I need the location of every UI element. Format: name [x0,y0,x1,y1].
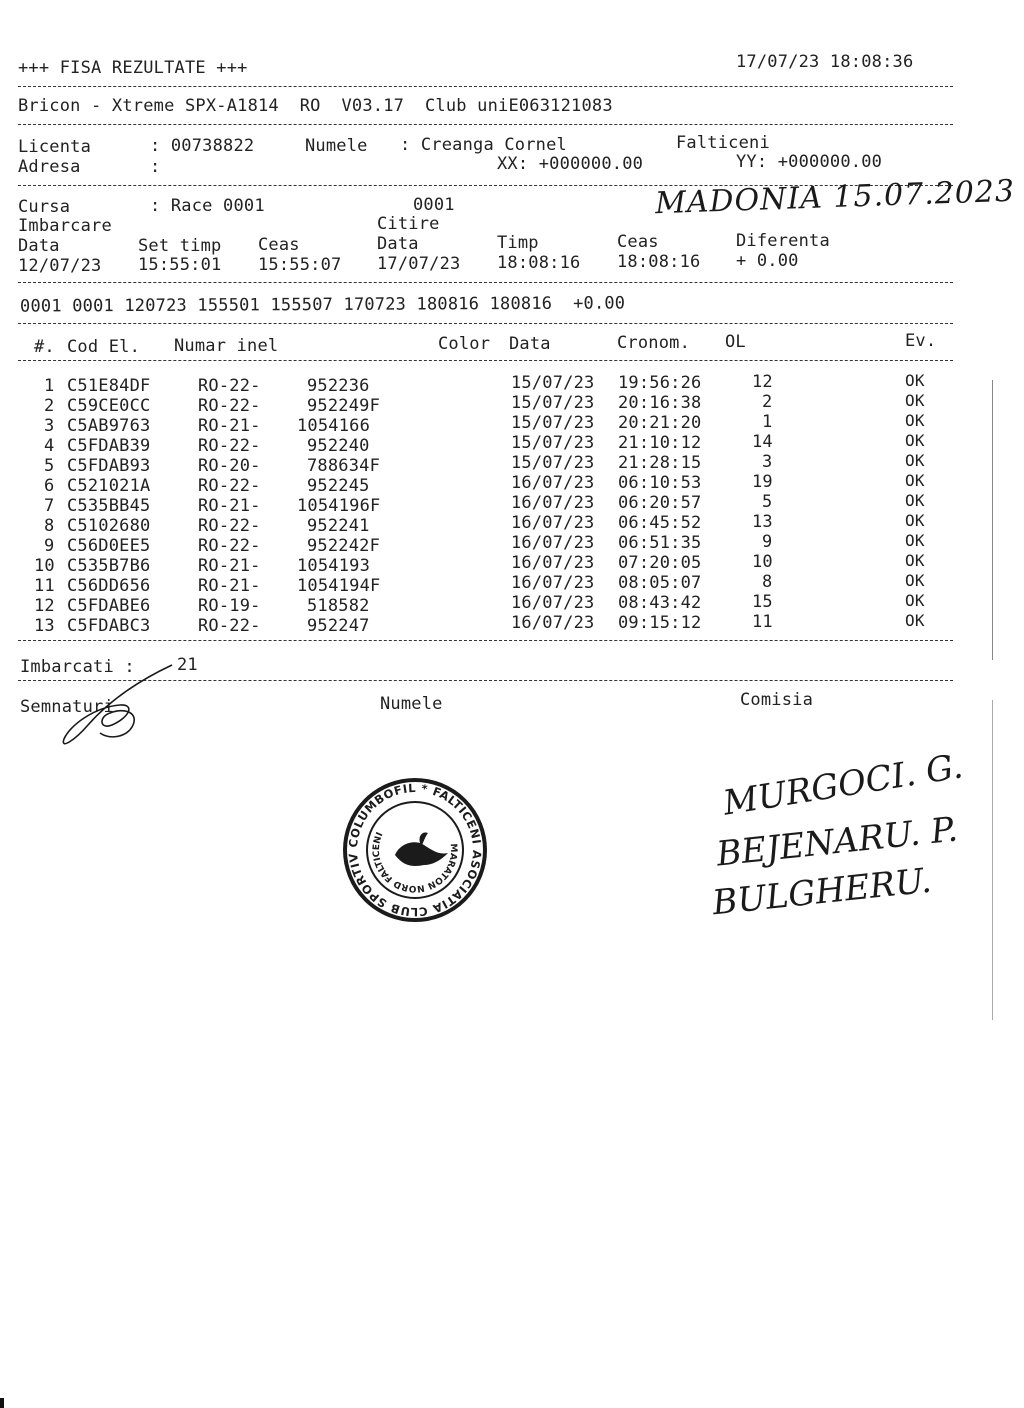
row-cod: C521021A [67,476,151,496]
row-ol: 5 [762,492,773,512]
row-num: 10 [34,556,55,576]
separator [18,86,953,87]
table-row [0,571,1000,596]
row-data: 16/07/23 [511,553,595,573]
row-ring: 952241 [307,516,370,536]
val-diferenta: + 0.00 [736,251,799,271]
row-ev: OK [905,511,925,530]
row-ring: 952245 [307,476,370,496]
row-cod: C56D0EE5 [67,536,151,556]
row-data: 15/07/23 [511,393,595,413]
row-num: 7 [44,496,55,516]
numele-label: Numele [305,136,368,156]
header-num: #. [34,337,55,357]
row-ol: 8 [762,572,773,592]
col-data-basket: Data [18,236,60,256]
table-row [0,511,1000,536]
row-ev: OK [905,611,925,630]
row-prefix: RO-22- [198,436,261,456]
row-time: 19:56:26 [618,373,702,393]
row-cod: C59CE0CC [67,396,151,416]
row-ev: OK [905,431,925,450]
col-timp: Timp [497,233,539,253]
cursa-value: : Race 0001 [150,196,265,216]
semnaturi-label: Semnaturi [20,697,114,717]
row-ring: 952242F [307,536,381,556]
row-time: 21:28:15 [618,453,702,473]
row-data: 16/07/23 [511,473,595,493]
row-time: 21:10:12 [618,433,702,453]
row-num: 6 [44,476,55,496]
row-ring: 1054166 [297,416,371,436]
row-prefix: RO-22- [198,396,261,416]
print-datetime: 17/07/23 18:08:36 [736,52,914,72]
row-cod: C535BB45 [67,496,151,516]
row-ol: 12 [752,372,773,392]
row-ring: 952249F [307,396,381,416]
row-time: 06:51:35 [618,533,702,553]
row-ev: OK [905,451,925,470]
document-title: +++ FISA REZULTATE +++ [18,58,248,78]
row-num: 8 [44,516,55,536]
row-cod: C5FDAB93 [67,456,151,476]
row-ring: 788634F [307,456,381,476]
coord-xx: XX: +000000.00 [497,154,644,174]
row-prefix: RO-22- [198,536,261,556]
summary-line: 0001 0001 120723 155501 155507 170723 180816 180816 +0.00 [19,293,626,317]
row-cod: C5FDAB39 [67,436,151,456]
table-row [0,531,1000,556]
col-ceas-read: Ceas [617,232,659,252]
row-prefix: RO-22- [198,616,261,636]
row-num: 4 [44,436,55,456]
imbarcati-value: 21 [177,655,198,675]
row-data: 16/07/23 [511,493,595,513]
signature-scribble [40,655,190,755]
separator [18,640,953,641]
row-prefix: RO-19- [198,596,261,616]
header-ol: OL [725,332,746,352]
coord-yy: YY: +000000.00 [736,152,883,172]
row-time: 06:10:53 [618,473,702,493]
header-ev: Ev. [905,331,937,351]
row-data: 16/07/23 [511,573,595,593]
row-ring: 1054196F [297,496,381,516]
row-cod: C51E84DF [67,376,151,396]
row-data: 15/07/23 [511,413,595,433]
separator [18,124,953,125]
imbarcati-label: Imbarcati : [20,657,135,677]
row-time: 07:20:05 [618,553,702,573]
row-time: 06:20:57 [618,493,702,513]
scan-edge-mark [0,1398,4,1408]
table-row [0,491,1000,516]
row-ol: 1 [762,412,773,432]
row-ol: 13 [752,512,773,532]
row-time: 08:05:07 [618,573,702,593]
row-ring: 952240 [307,436,370,456]
adresa-label: Adresa [18,157,81,177]
licenta-label: Licenta [18,137,92,157]
row-ev: OK [905,591,925,610]
row-ring: 952236 [307,376,370,396]
col-ceas-basket: Ceas [258,235,300,255]
imbarcare-label: Imbarcare [18,216,112,236]
header-color: Color [438,334,491,354]
row-prefix: RO-21- [198,496,261,516]
row-ev: OK [905,411,925,430]
row-ev: OK [905,551,925,570]
comisia-label: Comisia [740,690,814,710]
table-row [0,411,1000,436]
row-data: 16/07/23 [511,613,595,633]
row-ring: 518582 [307,596,370,616]
row-num: 5 [44,456,55,476]
row-data: 16/07/23 [511,593,595,613]
val-timp: 18:08:16 [497,253,581,273]
row-prefix: RO-21- [198,576,261,596]
row-ev: OK [905,471,925,490]
row-time: 08:43:42 [618,593,702,613]
separator [18,323,953,324]
handwritten-release-location: MADONIA 15.07.2023 [654,173,1016,222]
separator [18,282,953,283]
row-ol: 2 [762,392,773,412]
row-num: 11 [34,576,55,596]
race-code: 0001 [413,195,455,215]
val-ceas-read: 18:08:16 [617,252,701,272]
table-row [0,451,1000,476]
row-ol: 19 [752,472,773,492]
table-row [0,471,1000,496]
row-num: 2 [44,396,55,416]
row-ol: 9 [762,532,773,552]
row-ring: 1054194F [297,576,381,596]
row-num: 3 [44,416,55,436]
device-info: Bricon - Xtreme SPX-A1814 RO V03.17 Club uniE063121083 [18,96,613,116]
row-data: 16/07/23 [511,533,595,553]
row-data: 15/07/23 [511,453,595,473]
club-stamp [340,775,494,936]
row-cod: C5102680 [67,516,151,536]
row-ol: 3 [762,452,773,472]
row-time: 09:15:12 [618,613,702,633]
row-num: 1 [44,376,55,396]
table-row [0,431,1000,456]
row-ol: 15 [752,592,773,612]
row-ev: OK [905,491,925,510]
row-data: 15/07/23 [511,373,595,393]
header-cod: Cod El. [67,337,141,357]
row-cod: C5AB9763 [67,416,151,436]
row-prefix: RO-20- [198,456,261,476]
row-ev: OK [905,571,925,590]
adresa-value: : [150,157,161,177]
row-data: 15/07/23 [511,433,595,453]
val-data-read: 17/07/23 [377,254,461,274]
val-set-timp: 15:55:01 [138,255,222,275]
row-cod: C535B7B6 [67,556,151,576]
row-ev: OK [905,531,925,550]
scan-margin-line [992,700,993,1020]
cursa-label: Cursa [18,197,71,217]
row-num: 13 [34,616,55,636]
commission-signature-2: BEJENARU. P. [714,809,960,875]
row-time: 06:45:52 [618,513,702,533]
row-prefix: RO-21- [198,556,261,576]
row-prefix: RO-22- [198,376,261,396]
row-cod: C5FDABC3 [67,616,151,636]
row-num: 9 [44,536,55,556]
row-ev: OK [905,391,925,410]
numele-value: : Creanga Cornel [400,135,567,155]
val-ceas-basket: 15:55:07 [258,255,342,275]
city: Falticeni [676,133,770,153]
table-row [0,551,1000,576]
table-row [0,391,1000,416]
citire-label: Citire [377,214,440,234]
separator [18,360,953,361]
col-diferenta: Diferenta [736,231,830,251]
row-ev: OK [905,371,925,390]
row-time: 20:16:38 [618,393,702,413]
licenta-value: : 00738822 [150,136,255,156]
row-ol: 10 [752,552,773,572]
row-time: 20:21:20 [618,413,702,433]
row-ol: 14 [752,432,773,452]
row-prefix: RO-21- [198,416,261,436]
row-ol: 11 [752,612,773,632]
table-row [0,371,1000,396]
scan-margin-line [992,380,993,660]
pigeon-icon [395,832,448,866]
row-ring: 952247 [307,616,370,636]
row-ring: 1054193 [297,556,371,576]
stamp-outer-text: ASOCIATIA CLUB SPORTIV COLUMBOFIL * FALTICENI * [345,780,494,936]
table-row [0,591,1000,616]
header-cronom: Cronom. [617,333,691,353]
commission-signature-3: BULGHERU. [710,860,934,924]
header-inel: Numar inel [174,336,279,356]
row-num: 12 [34,596,55,616]
stamp-inner-text: MARATON NORD FALTICENI [371,831,459,894]
row-cod: C56DD656 [67,576,151,596]
commission-signature-1: MURGOCI. G. [720,746,966,824]
val-data-basket: 12/07/23 [18,256,102,276]
table-row [0,611,1000,636]
row-cod: C5FDABE6 [67,596,151,616]
row-data: 16/07/23 [511,513,595,533]
col-data-read: Data [377,234,419,254]
col-set-timp: Set timp [138,236,222,256]
header-data: Data [509,334,551,354]
row-prefix: RO-22- [198,476,261,496]
numele-footer-label: Numele [380,694,443,714]
row-prefix: RO-22- [198,516,261,536]
